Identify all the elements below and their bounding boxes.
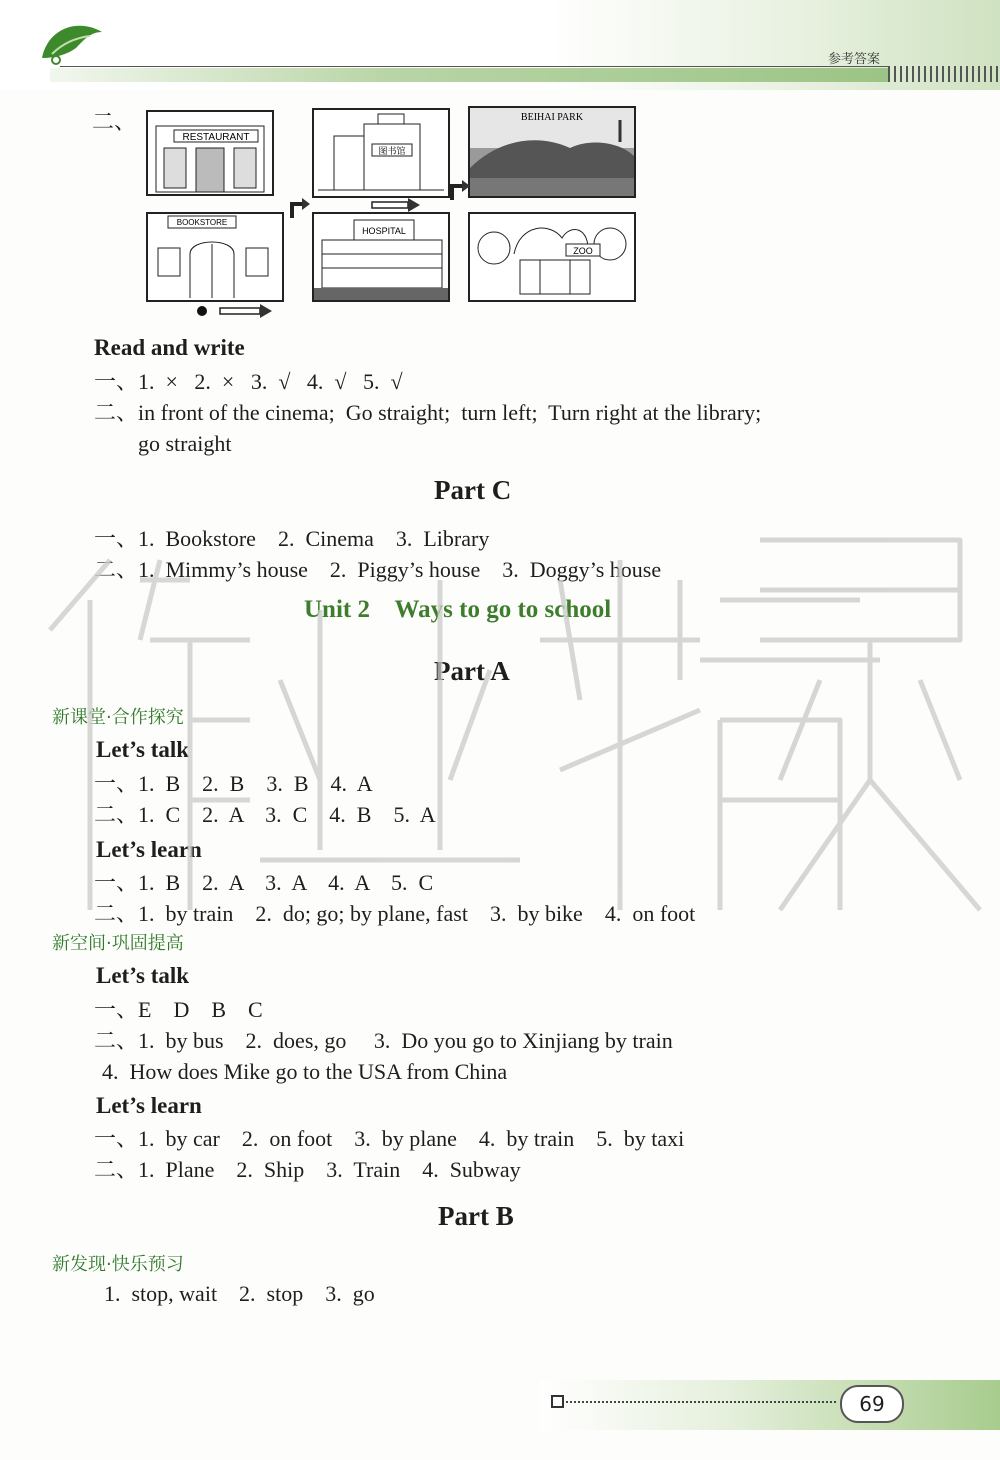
- header-rule: [60, 66, 890, 67]
- answer-line: 一、1. B 2. B 3. B 4. A: [94, 771, 373, 796]
- beihai-park-picture: [468, 106, 636, 198]
- answer-line: 一、E D B C: [94, 997, 263, 1022]
- footer-square-icon: [551, 1395, 564, 1408]
- park-sign-text: BEIHAI PARK: [520, 112, 584, 123]
- library-picture: [312, 108, 450, 198]
- part-c-title: Part C: [434, 475, 512, 505]
- answer-line: 一、1. by car 2. on foot 3. by plane 4. by train 5. by taxi: [94, 1126, 685, 1151]
- right-arrow-icon: [370, 198, 422, 212]
- answer-line: 一、1. Bookstore 2. Cinema 3. Library: [94, 526, 490, 551]
- bookstore-picture: [146, 212, 284, 302]
- answer-line: 一、1. B 2. A 3. A 4. A 5. C: [94, 870, 434, 895]
- turn-arrow-icon: [288, 196, 312, 220]
- header-title: 参考答案: [828, 52, 881, 67]
- answer-line: 二、1. by train 2. do; go; by plane, fast 3. by bike 4. on foot: [94, 901, 696, 926]
- hospital-picture: [312, 212, 450, 302]
- zoo-sign-text: ZOO: [573, 246, 593, 256]
- part-a-title: Part A: [434, 656, 510, 686]
- leaf-logo-icon: [38, 18, 108, 68]
- footer-band: [540, 1380, 1000, 1430]
- section-heading: 新空间·巩固提高: [52, 933, 184, 954]
- answer-line: 二、1. C 2. A 3. C 4. B 5. A: [94, 802, 436, 827]
- lets-learn-heading: Let’s learn: [96, 1093, 202, 1118]
- answer-line: 1. stop, wait 2. stop 3. go: [104, 1281, 375, 1306]
- footer-dotted-line: [566, 1401, 838, 1403]
- turn-arrow-icon: [448, 178, 472, 202]
- lets-talk-heading: Let’s talk: [96, 963, 190, 988]
- read-and-write-heading: Read and write: [94, 335, 245, 360]
- zoo-picture: [468, 212, 636, 302]
- answer-line: 二、in front of the cinema; Go straight; turn left; Turn right at the library;: [94, 400, 762, 425]
- header-decor-line: [50, 68, 890, 82]
- answer-line: 二、1. by bus 2. does, go 3. Do you go to Xinjiang by train: [94, 1028, 673, 1053]
- answer-line: 4. How does Mike go to the USA from China: [102, 1059, 508, 1084]
- header-ticks: [888, 66, 998, 82]
- start-dot-arrow-icon: [196, 300, 276, 322]
- hospital-sign-text: HOSPITAL: [362, 226, 406, 236]
- section-heading: 新课堂·合作探究: [52, 707, 184, 728]
- picture-section-label: 二、: [92, 109, 137, 134]
- answer-line: 一、1. × 2. × 3. √ 4. √ 5. √: [94, 369, 403, 394]
- answer-line: 二、1. Mimmy’s house 2. Piggy’s house 3. Doggy’s house: [94, 557, 662, 582]
- page-number: 69: [840, 1385, 904, 1423]
- lets-learn-heading: Let’s learn: [96, 837, 202, 862]
- answer-line: 二、1. Plane 2. Ship 3. Train 4. Subway: [94, 1157, 521, 1182]
- section-heading: 新发现·快乐预习: [52, 1254, 184, 1275]
- lets-talk-heading: Let’s talk: [96, 737, 190, 762]
- answer-line: go straight: [138, 431, 232, 456]
- restaurant-sign-text: RESTAURANT: [182, 132, 250, 143]
- restaurant-picture: [146, 110, 274, 196]
- bookstore-sign-text: BOOKSTORE: [176, 218, 228, 227]
- library-sign-text: 图书馆: [378, 147, 406, 157]
- unit-title: Unit 2 Ways to go to school: [304, 596, 612, 623]
- part-b-title: Part B: [438, 1201, 514, 1231]
